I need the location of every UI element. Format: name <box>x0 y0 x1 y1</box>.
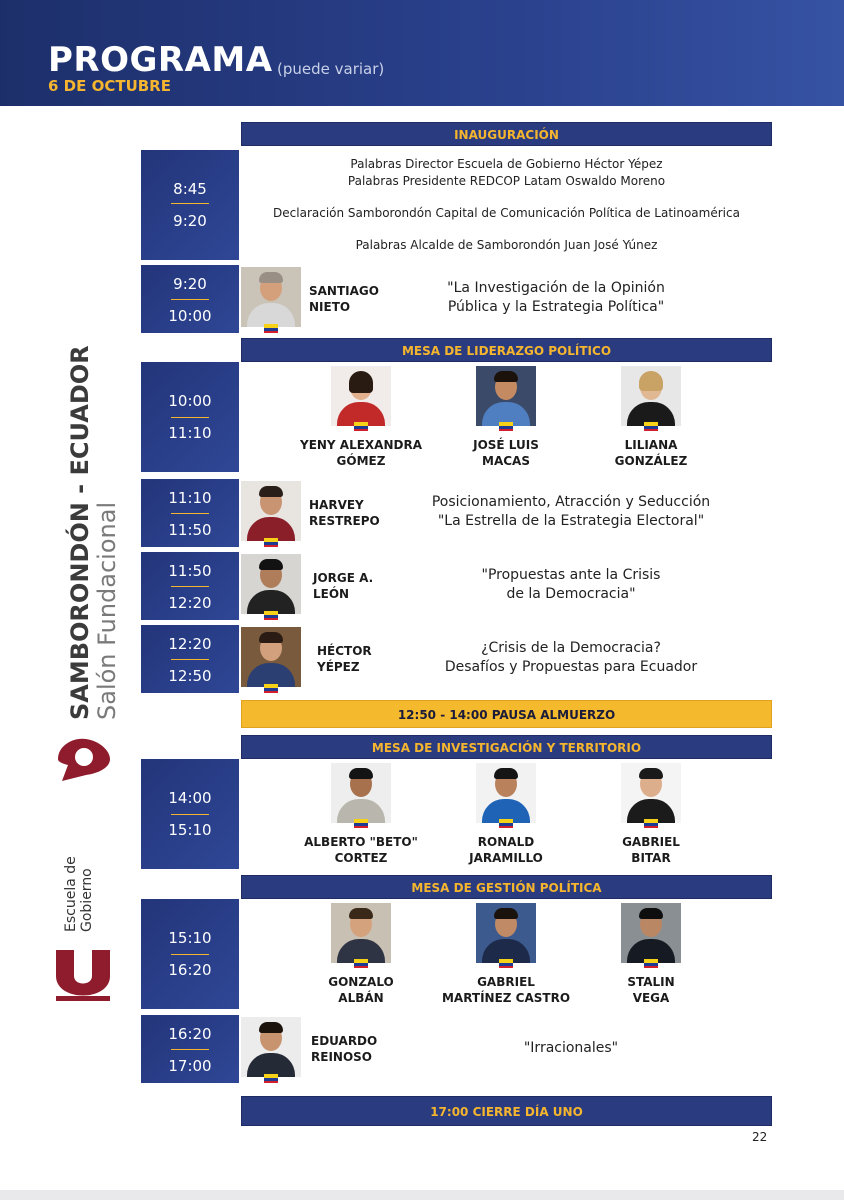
section-inauguracion: INAUGURACIÓN <box>241 122 772 146</box>
speaker-name <box>309 283 379 315</box>
talk-title-line2: de la Democracia" <box>506 586 636 602</box>
panel-row <box>241 899 772 1009</box>
talk-title-line2: Pública y la Estrategia Política" <box>447 299 665 315</box>
panelist-photo <box>621 903 681 963</box>
school-name-line1: Escuela de <box>63 856 79 932</box>
talk-title-line1: "La Investigación de la Opinión <box>447 280 665 296</box>
panelist-name <box>291 974 431 1006</box>
location-pin-icon <box>52 735 114 783</box>
inaugural-line: Palabras Alcalde de Samborondón Juan José Yúnez <box>355 238 658 252</box>
panelist-name-line2: VEGA <box>632 991 670 1005</box>
speaker-photo <box>241 1017 301 1077</box>
panelist-photo <box>621 366 681 426</box>
time-slot <box>141 362 239 472</box>
panelist-name-line2: MACAS <box>482 454 530 468</box>
panelist-name-line2: GÓMEZ <box>336 454 386 468</box>
time-slot <box>141 625 239 693</box>
page-subtitle: (puede variar) <box>277 60 385 78</box>
speaker-name-line2: RESTREPO <box>309 514 380 528</box>
time-slot <box>141 899 239 1009</box>
panelist-name <box>441 437 571 469</box>
speaker-name-line1: EDUARDO <box>311 1034 378 1048</box>
ecuador-flag-icon <box>264 1074 278 1083</box>
time-end: 9:20 <box>173 212 207 230</box>
panelist-name <box>291 834 431 866</box>
ecuador-flag-icon <box>264 324 278 333</box>
panelist-photo <box>476 903 536 963</box>
panelist-name <box>586 834 716 866</box>
page-footer <box>0 1190 844 1200</box>
talk-title-line1: Posicionamiento, Atracción y Seducción <box>431 494 711 510</box>
panelist-name <box>441 834 571 866</box>
panelist-name-line2: JARAMILLO <box>469 851 543 865</box>
time-end: 16:20 <box>168 961 212 979</box>
inaugural-line: Declaración Samborondón Capital de Comunicación Política de Latinoamérica <box>273 206 740 220</box>
talk-title-line2: Desafíos y Propuestas para Ecuador <box>444 659 698 675</box>
time-slot <box>141 479 239 547</box>
panelist-photo <box>331 366 391 426</box>
speaker-name-line2: LEÓN <box>313 587 350 601</box>
speaker-name-line2: NIETO <box>309 300 351 314</box>
time-end: 10:00 <box>168 307 212 325</box>
panelist-name-line1: RONALD <box>477 835 535 849</box>
time-start: 9:20 <box>173 275 207 293</box>
inaugural-line: Palabras Director Escuela de Gobierno Héctor Yépez <box>350 157 663 171</box>
panelist-name-line2: CORTEZ <box>334 851 388 865</box>
ecuador-flag-icon <box>264 538 278 547</box>
panelist-name-line2: BITAR <box>631 851 671 865</box>
time-divider <box>171 417 209 418</box>
section-gestion: MESA DE GESTIÓN POLÍTICA <box>241 875 772 899</box>
section-liderazgo: MESA DE LIDERAZGO POLÍTICO <box>241 338 772 362</box>
panelist-name-line1: GABRIEL <box>622 835 680 849</box>
panel-row <box>241 759 772 869</box>
time-divider <box>171 814 209 815</box>
speaker-name-line2: REINOSO <box>311 1050 372 1064</box>
talk-title-line1: "Propuestas ante la Crisis <box>481 567 661 583</box>
panelist-name <box>586 437 716 469</box>
time-start: 8:45 <box>173 180 207 198</box>
panelist-name-line2: ALBÁN <box>338 991 384 1005</box>
time-slot <box>141 552 239 620</box>
time-slot <box>141 150 239 260</box>
speaker-name <box>317 643 372 675</box>
panelist-name-line2: GONZÁLEZ <box>614 454 688 468</box>
ecuador-flag-icon <box>354 422 368 431</box>
ecuador-flag-icon <box>644 422 658 431</box>
panelist-name-line1: GABRIEL <box>477 975 535 989</box>
talk-row <box>241 479 772 547</box>
inaugural-line: Palabras Presidente REDCOP Latam Oswaldo Moreno <box>347 174 666 188</box>
venue-room: Salón Fundacional <box>93 501 121 720</box>
speaker-photo <box>241 627 301 687</box>
speaker-name <box>313 570 373 602</box>
talk-title <box>401 493 741 531</box>
time-divider <box>171 513 209 514</box>
time-slot <box>141 759 239 869</box>
ecuador-flag-icon <box>264 611 278 620</box>
lunch-break-bar: 12:50 - 14:00 PAUSA ALMUERZO <box>241 700 772 728</box>
venue-location: SAMBORONDÓN - ECUADOR <box>66 345 94 720</box>
talk-row <box>241 1015 772 1083</box>
time-start: 14:00 <box>168 789 212 807</box>
uees-logo-icon <box>52 946 114 1002</box>
panelist-name-line2: MARTÍNEZ CASTRO <box>441 991 571 1005</box>
ecuador-flag-icon <box>354 819 368 828</box>
speaker-name <box>309 497 380 529</box>
time-end: 11:10 <box>168 424 212 442</box>
ecuador-flag-icon <box>499 422 513 431</box>
time-divider <box>171 586 209 587</box>
ecuador-flag-icon <box>499 819 513 828</box>
talk-title: "Irracionales" <box>523 1040 619 1056</box>
panelist-name <box>586 974 716 1006</box>
time-start: 12:20 <box>168 635 212 653</box>
school-name-line2: Gobierno <box>79 868 95 932</box>
time-start: 16:20 <box>168 1025 212 1043</box>
ecuador-flag-icon <box>354 959 368 968</box>
speaker-name-line1: SANTIAGO <box>309 284 379 298</box>
time-slot <box>141 265 239 333</box>
page-title: PROGRAMA <box>48 40 273 80</box>
speaker-name <box>311 1033 377 1065</box>
time-divider <box>171 203 209 204</box>
time-start: 15:10 <box>168 929 212 947</box>
panelist-photo <box>476 366 536 426</box>
speaker-name-line1: JORGE A. <box>313 571 374 585</box>
time-end: 17:00 <box>168 1057 212 1075</box>
panelist-photo <box>476 763 536 823</box>
speaker-name-line1: HARVEY <box>309 498 364 512</box>
section-investigacion: MESA DE INVESTIGACIÓN Y TERRITORIO <box>241 735 772 759</box>
time-divider <box>171 299 209 300</box>
speaker-name-line1: HÉCTOR <box>317 644 372 658</box>
talk-row <box>241 265 772 333</box>
time-divider <box>171 954 209 955</box>
ecuador-flag-icon <box>644 819 658 828</box>
panelist-photo <box>621 763 681 823</box>
panelist-name-line1: LILIANA <box>624 438 678 452</box>
ecuador-flag-icon <box>644 959 658 968</box>
time-end: 12:20 <box>168 594 212 612</box>
panelist-photo <box>331 903 391 963</box>
speaker-photo <box>241 481 301 541</box>
ecuador-flag-icon <box>499 959 513 968</box>
panelist-name-line1: ALBERTO "BETO" <box>304 835 418 849</box>
time-end: 15:10 <box>168 821 212 839</box>
talk-title <box>411 279 701 317</box>
time-divider <box>171 1049 209 1050</box>
venue-label <box>66 340 120 720</box>
panelist-name <box>431 974 581 1006</box>
talk-title-line1: ¿Crisis de la Democracia? <box>481 640 661 656</box>
speaker-photo <box>241 554 301 614</box>
panel-row <box>241 362 772 472</box>
talk-title-line2: "La Estrella de la Estrategia Electoral" <box>437 513 705 529</box>
time-slot <box>141 1015 239 1083</box>
panelist-name-line1: GONZALO <box>328 975 394 989</box>
school-name <box>63 812 107 932</box>
talk-row <box>241 552 772 620</box>
closing-bar: 17:00 CIERRE DÍA UNO <box>241 1096 772 1126</box>
talk-row <box>241 625 772 693</box>
panelist-name-line1: STALIN <box>627 975 675 989</box>
ecuador-flag-icon <box>264 684 278 693</box>
time-start: 10:00 <box>168 392 212 410</box>
panelist-name <box>291 437 431 469</box>
talk-title <box>441 566 701 604</box>
panelist-name-line1: YENY ALEXANDRA <box>300 438 422 452</box>
time-start: 11:10 <box>168 489 212 507</box>
time-end: 12:50 <box>168 667 212 685</box>
page-number: 22 <box>752 1130 768 1144</box>
event-date: 6 DE OCTUBRE <box>48 77 171 95</box>
talk-title <box>416 639 726 677</box>
speaker-photo <box>241 267 301 327</box>
time-divider <box>171 659 209 660</box>
panelist-photo <box>331 763 391 823</box>
inauguration-content <box>241 150 772 260</box>
time-end: 11:50 <box>168 521 212 539</box>
time-start: 11:50 <box>168 562 212 580</box>
panelist-name-line1: JOSÉ LUIS <box>473 438 539 452</box>
speaker-name-line2: YÉPEZ <box>317 660 360 674</box>
page-header <box>0 0 844 106</box>
